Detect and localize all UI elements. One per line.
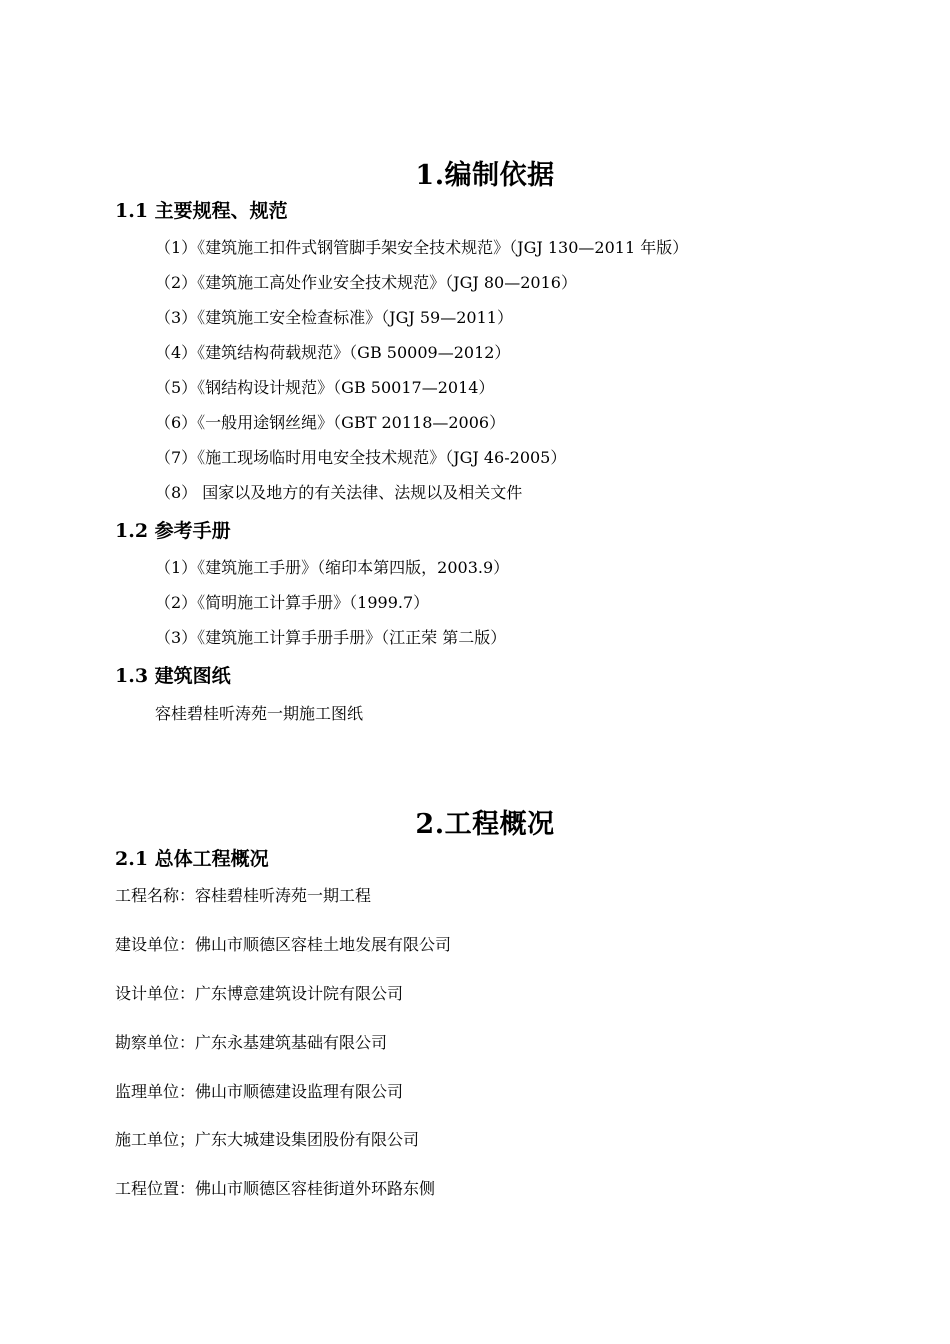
info-line: 监理单位：佛山市顺德建设监理有限公司 xyxy=(115,1082,404,1101)
info-line: 工程位置：佛山市顺德区容桂街道外环路东侧 xyxy=(115,1179,436,1198)
info-line: 建设单位：佛山市顺德区容桂土地发展有限公司 xyxy=(115,935,452,954)
list-item: （7）《施工现场临时用电安全技术规范》（JGJ 46-2005） xyxy=(155,448,567,467)
section-2-title: 2.工程概况 xyxy=(415,809,555,840)
paragraph: 容桂碧桂听涛苑一期施工图纸 xyxy=(155,704,364,723)
list-item: （2）《建筑施工高处作业安全技术规范》（JGJ 80—2016） xyxy=(155,273,577,292)
info-line: 施工单位；广东大城建设集团股份有限公司 xyxy=(115,1130,420,1149)
section-2-1-heading: 2.1 总体工程概况 xyxy=(115,848,269,870)
list-item: （3）《建筑施工计算手册手册》（江正荣 第二版） xyxy=(155,628,507,647)
section-1-title: 1.编制依据 xyxy=(415,160,555,191)
list-item: （3）《建筑施工安全检查标准》（JGJ 59—2011） xyxy=(155,308,513,327)
info-line: 设计单位：广东博意建筑设计院有限公司 xyxy=(115,984,404,1003)
section-1-1-heading: 1.1 主要规程、规范 xyxy=(115,200,288,222)
list-item: （1）《建筑施工手册》（缩印本第四版，2003.9） xyxy=(155,558,510,577)
list-item: （4）《建筑结构荷载规范》（GB 50009—2012） xyxy=(155,343,511,362)
list-item: （1）《建筑施工扣件式钢管脚手架安全技术规范》（JGJ 130—2011 年版） xyxy=(155,238,689,257)
list-item: （8） 国家以及地方的有关法律、法规以及相关文件 xyxy=(155,483,523,502)
info-line: 工程名称：容桂碧桂听涛苑一期工程 xyxy=(115,886,372,905)
list-item: （5）《钢结构设计规范》（GB 50017—2014） xyxy=(155,378,495,397)
list-item: （2）《简明施工计算手册》（1999.7） xyxy=(155,593,430,612)
section-1-2-heading: 1.2 参考手册 xyxy=(115,520,231,542)
list-item: （6）《一般用途钢丝绳》（GBT 20118—2006） xyxy=(155,413,506,432)
info-line: 勘察单位：广东永基建筑基础有限公司 xyxy=(115,1033,388,1052)
section-1-3-heading: 1.3 建筑图纸 xyxy=(115,665,231,687)
